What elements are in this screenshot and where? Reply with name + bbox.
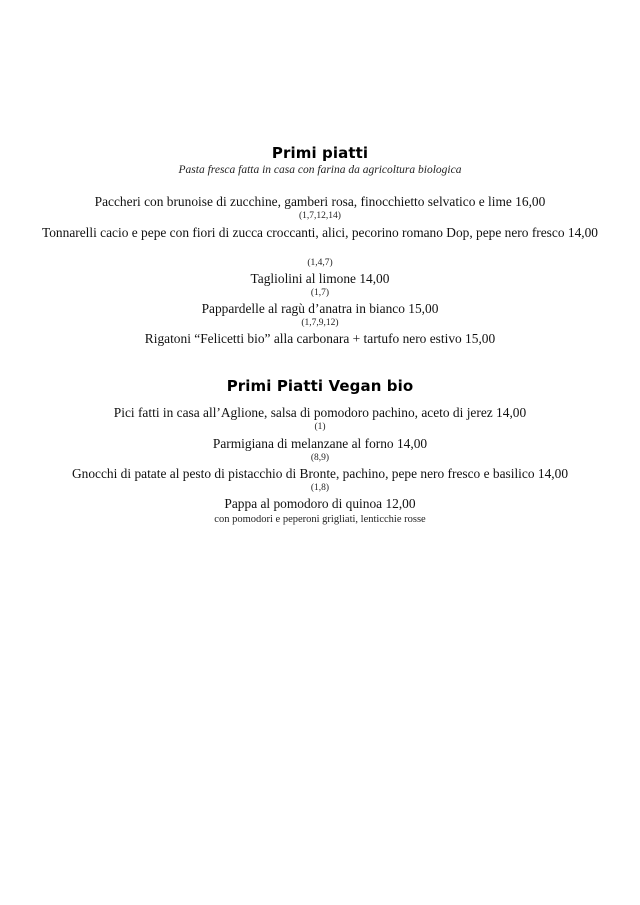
- dish-tonnarelli: Tonnarelli cacio e pepe con fiori di zucca croccanti, alici, pecorino romano Dop, pepe nero fresco 14,00: [41, 225, 599, 240]
- allergens-pappardelle: (1,7,9,12): [301, 318, 339, 328]
- dish-gnocchi: Gnocchi di patate al pesto di pistacchio di Bronte, pachino, pepe nero fresco e basilico 14,00: [71, 466, 569, 481]
- dish-rigatoni: Rigatoni “Felicetti bio” alla carbonara + tartufo nero estivo 15,00: [144, 331, 496, 346]
- dish-parmigiana: Parmigiana di melanzane al forno 14,00: [212, 436, 428, 451]
- section-title-primi: Primi piatti: [271, 144, 369, 162]
- allergens-pici: (1): [314, 422, 326, 432]
- allergens-paccheri: (1,7,12,14): [299, 211, 341, 221]
- allergens-tagliolini: (1,7): [310, 288, 330, 298]
- allergens-tonnarelli: (1,4,7): [307, 258, 333, 268]
- dish-pappardelle: Pappardelle al ragù d’anatra in bianco 15,00: [201, 301, 439, 316]
- dish-pappa-al-pomodoro: Pappa al pomodoro di quinoa 12,00: [224, 496, 416, 511]
- allergens-gnocchi: (1,8): [310, 483, 330, 493]
- dish-note-pappa: con pomodori e peperoni grigliati, lenticchie rosse: [214, 514, 426, 525]
- section-subtitle-primi: Pasta fresca fatta in casa con farina da agricoltura biologica: [178, 164, 462, 176]
- dish-paccheri: Paccheri con brunoise di zucchine, gamberi rosa, finocchietto selvatico e lime 16,00: [94, 194, 546, 209]
- dish-tagliolini: Tagliolini al limone 14,00: [250, 271, 390, 286]
- dish-pici: Pici fatti in casa all’Aglione, salsa di pomodoro pachino, aceto di jerez 14,00: [113, 405, 527, 420]
- allergens-parmigiana: (8,9): [310, 453, 330, 463]
- section-title-vegan: Primi Piatti Vegan bio: [226, 377, 414, 395]
